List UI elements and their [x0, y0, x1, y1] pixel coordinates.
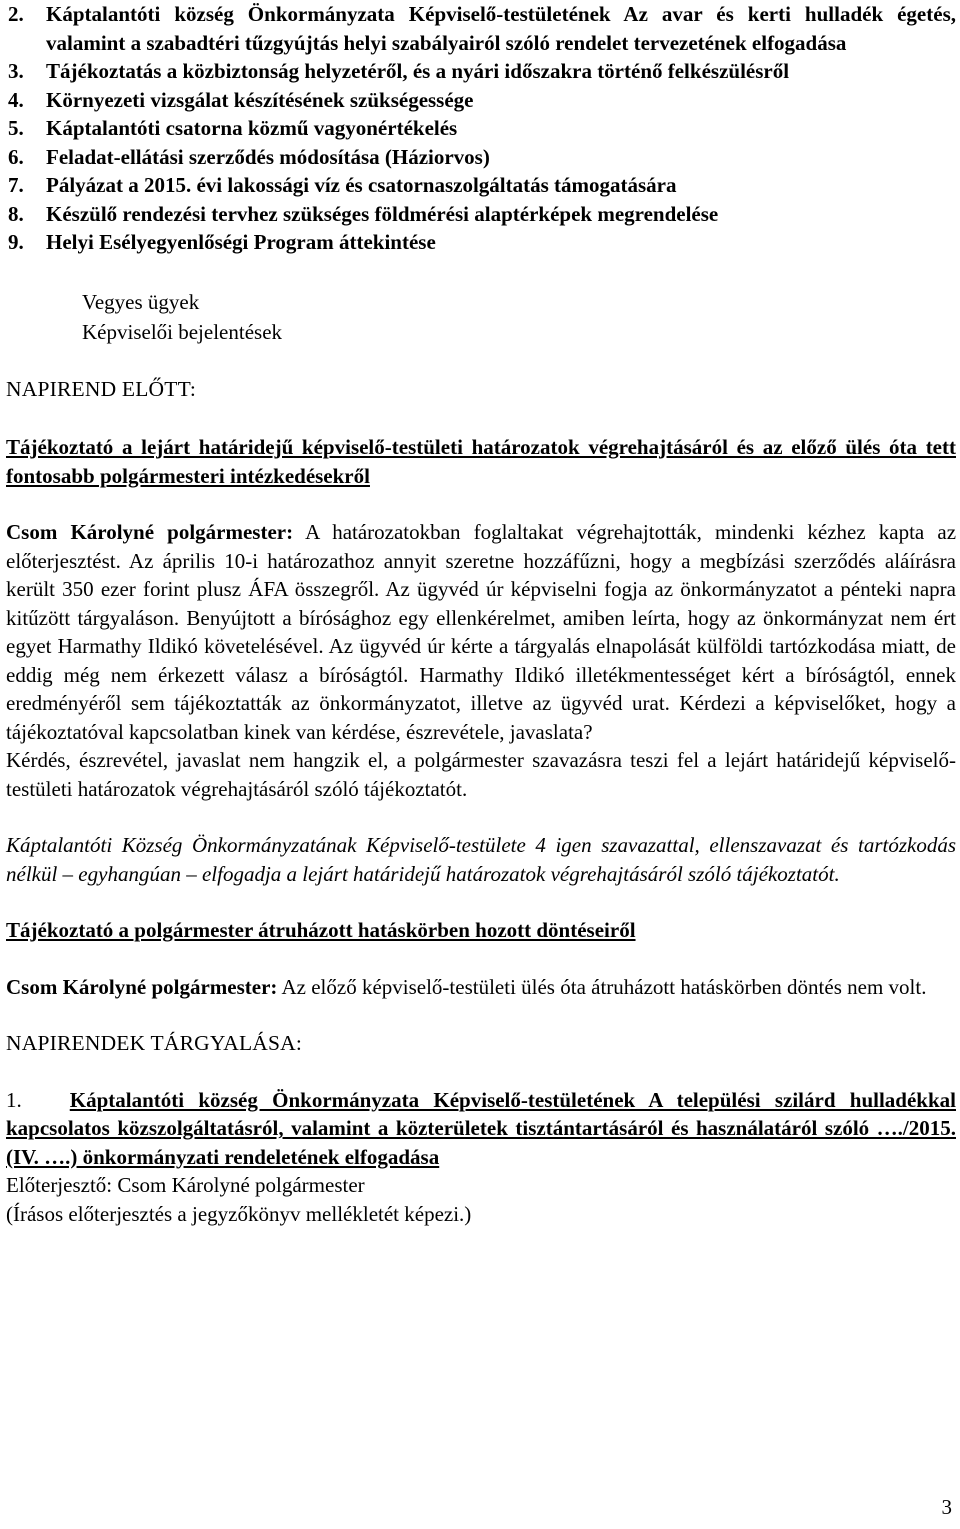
- agenda-item-text: Helyi Esélyegyenlőségi Program áttekintése: [46, 230, 436, 254]
- agenda-item-text: Pályázat a 2015. évi lakossági víz és csatornaszolgáltatás támogatására: [46, 173, 677, 197]
- agenda-item-text: Környezeti vizsgálat készítésének szükségessége: [46, 87, 474, 112]
- agenda-item-text: Káptalantóti csatorna közmű vagyonértékelés: [46, 116, 458, 140]
- agenda-item: [6, 114, 956, 143]
- agenda-item: [6, 86, 956, 115]
- agenda-item: [6, 228, 956, 257]
- misc-item-bejelentesek: Képviselői bejelentések: [82, 319, 283, 344]
- page-number: 3: [941, 1494, 952, 1519]
- resolution-paragraph: Káptalantóti Község Önkormányzatának Képviselő-testülete 4 igen szavazattal, ellenszavazat és tartózkodás nélkül – egyhangúan – elfogadja a lejárt határidejű határozatok végrehajtásáról szóló tájékoztatót.: [6, 833, 956, 886]
- agenda-item: [6, 171, 956, 200]
- misc-items: [82, 287, 956, 347]
- speaker-name: Csom Károlyné polgármester:: [6, 520, 294, 544]
- agenda-1-title: [6, 1086, 956, 1172]
- mayor-speech-2: [6, 973, 956, 1002]
- attachment-note: (Írásos előterjesztés a jegyzőkönyv mellékletét képezi.): [6, 1201, 472, 1226]
- agenda-item: [6, 0, 956, 57]
- report-title-dontesek: Tájékoztató a polgármester átruházott hatáskörben hozott döntéseiről: [6, 918, 636, 942]
- agenda-item-number: 5.: [8, 116, 24, 140]
- presenter-line: Előterjesztő: Csom Károlyné polgármester: [6, 1173, 365, 1197]
- agenda-item-number: 3.: [8, 59, 24, 83]
- section-heading-targyalasa: NAPIRENDEK TÁRGYALÁSA:: [6, 1031, 303, 1055]
- section-heading-napirend-elott: NAPIREND ELŐTT:: [6, 376, 197, 401]
- agenda-item-text: Tájékoztatás a közbiztonság helyzetéről, és a nyári időszakra történő felkészülésről: [46, 59, 790, 83]
- misc-item-vegyes: Vegyes ügyek: [82, 289, 200, 314]
- report-title-hatarozatok: Tájékoztató a lejárt határidejű képviselő-testületi határozatok végrehajtásáról és az előző ülés óta tett fontosabb polgármesteri intézkedésekről: [6, 435, 956, 488]
- agenda-item: [6, 57, 956, 86]
- agenda-list: [6, 0, 956, 257]
- speech-text: Az előző képviselő-testületi ülés óta átruházott hatáskörben döntés nem volt.: [277, 974, 927, 999]
- agenda-item-text: Feladat-ellátási szerződés módosítása (Háziorvos): [46, 144, 490, 169]
- agenda-item-text: Káptalantóti község Önkormányzata Képviselő-testületének Az avar és kerti hulladék égetés, valamint a szabadtéri tűzgyújtás helyi szabályairól szóló rendelet tervezetének elfogadása: [46, 2, 956, 55]
- agenda-item: [6, 143, 956, 172]
- agenda-1-number: 1.: [6, 1087, 22, 1112]
- agenda-item-number: 9.: [8, 230, 24, 254]
- agenda-item-number: 7.: [8, 173, 24, 197]
- speech-text: A határozatokban foglaltakat végrehajtották, mindenki kézhez kapta az előterjesztést. Az április 10-i határozathoz annyit szeretne hozzáfűzni, hogy a megbízási szerződés aláírásra került 350 ezer forint plusz ÁFA összegről. Az ügyvéd úr képviselni fogja az önkormányzatot a pénteki napra kitűzött tárgyaláson. Benyújtott a bírósághoz egy ellenkérelmet, amiben leírta, hogy az önkormányzat nem ért egyet Harmathy Ildikó követelésével. Az ügyvéd úr kérte a tárgyalás elnapolását külföldi tartózkodása miatt, de eddig még nem érkezett válasz a bíróságtól. Harmathy Ildikó illetékmentességet kért a bíróságtól, ennek eredményéről sem tájékoztatták az önkormányzatot, illetve az ügyvéd urat. Kérdezi a képviselőket, hogy a tájékoztatóval kapcsolatban kinek van kérdése, észrevétele, javaslata?: [6, 520, 957, 744]
- agenda-item: [6, 200, 956, 229]
- document-page: [6, 0, 956, 1228]
- agenda-item-text: Készülő rendezési tervhez szükséges földmérési alaptérképek megrendelése: [46, 201, 719, 226]
- mayor-speech-1: [6, 518, 956, 746]
- agenda-item-number: 8.: [8, 201, 24, 226]
- agenda-1-title-text: Káptalantóti község Önkormányzata Képviselő-testületének A települési szilárd hulladékkal kapcsolatos közszolgáltatásról, valamint a közterületek tisztántartásáról és használatáról szóló …./2015. (IV. ….) önkormányzati rendeletének elfogadása: [6, 1087, 956, 1169]
- speaker-name: Csom Károlyné polgármester:: [6, 974, 278, 999]
- followup-paragraph: Kérdés, észrevétel, javaslat nem hangzik el, a polgármester szavazásra teszi fel a lejárt határidejű képviselő-testületi határozatok végrehajtásáról szóló tájékoztatót.: [6, 748, 956, 801]
- agenda-item-number: 4.: [8, 87, 24, 112]
- agenda-item-number: 2.: [8, 2, 24, 26]
- agenda-item-number: 6.: [8, 144, 24, 169]
